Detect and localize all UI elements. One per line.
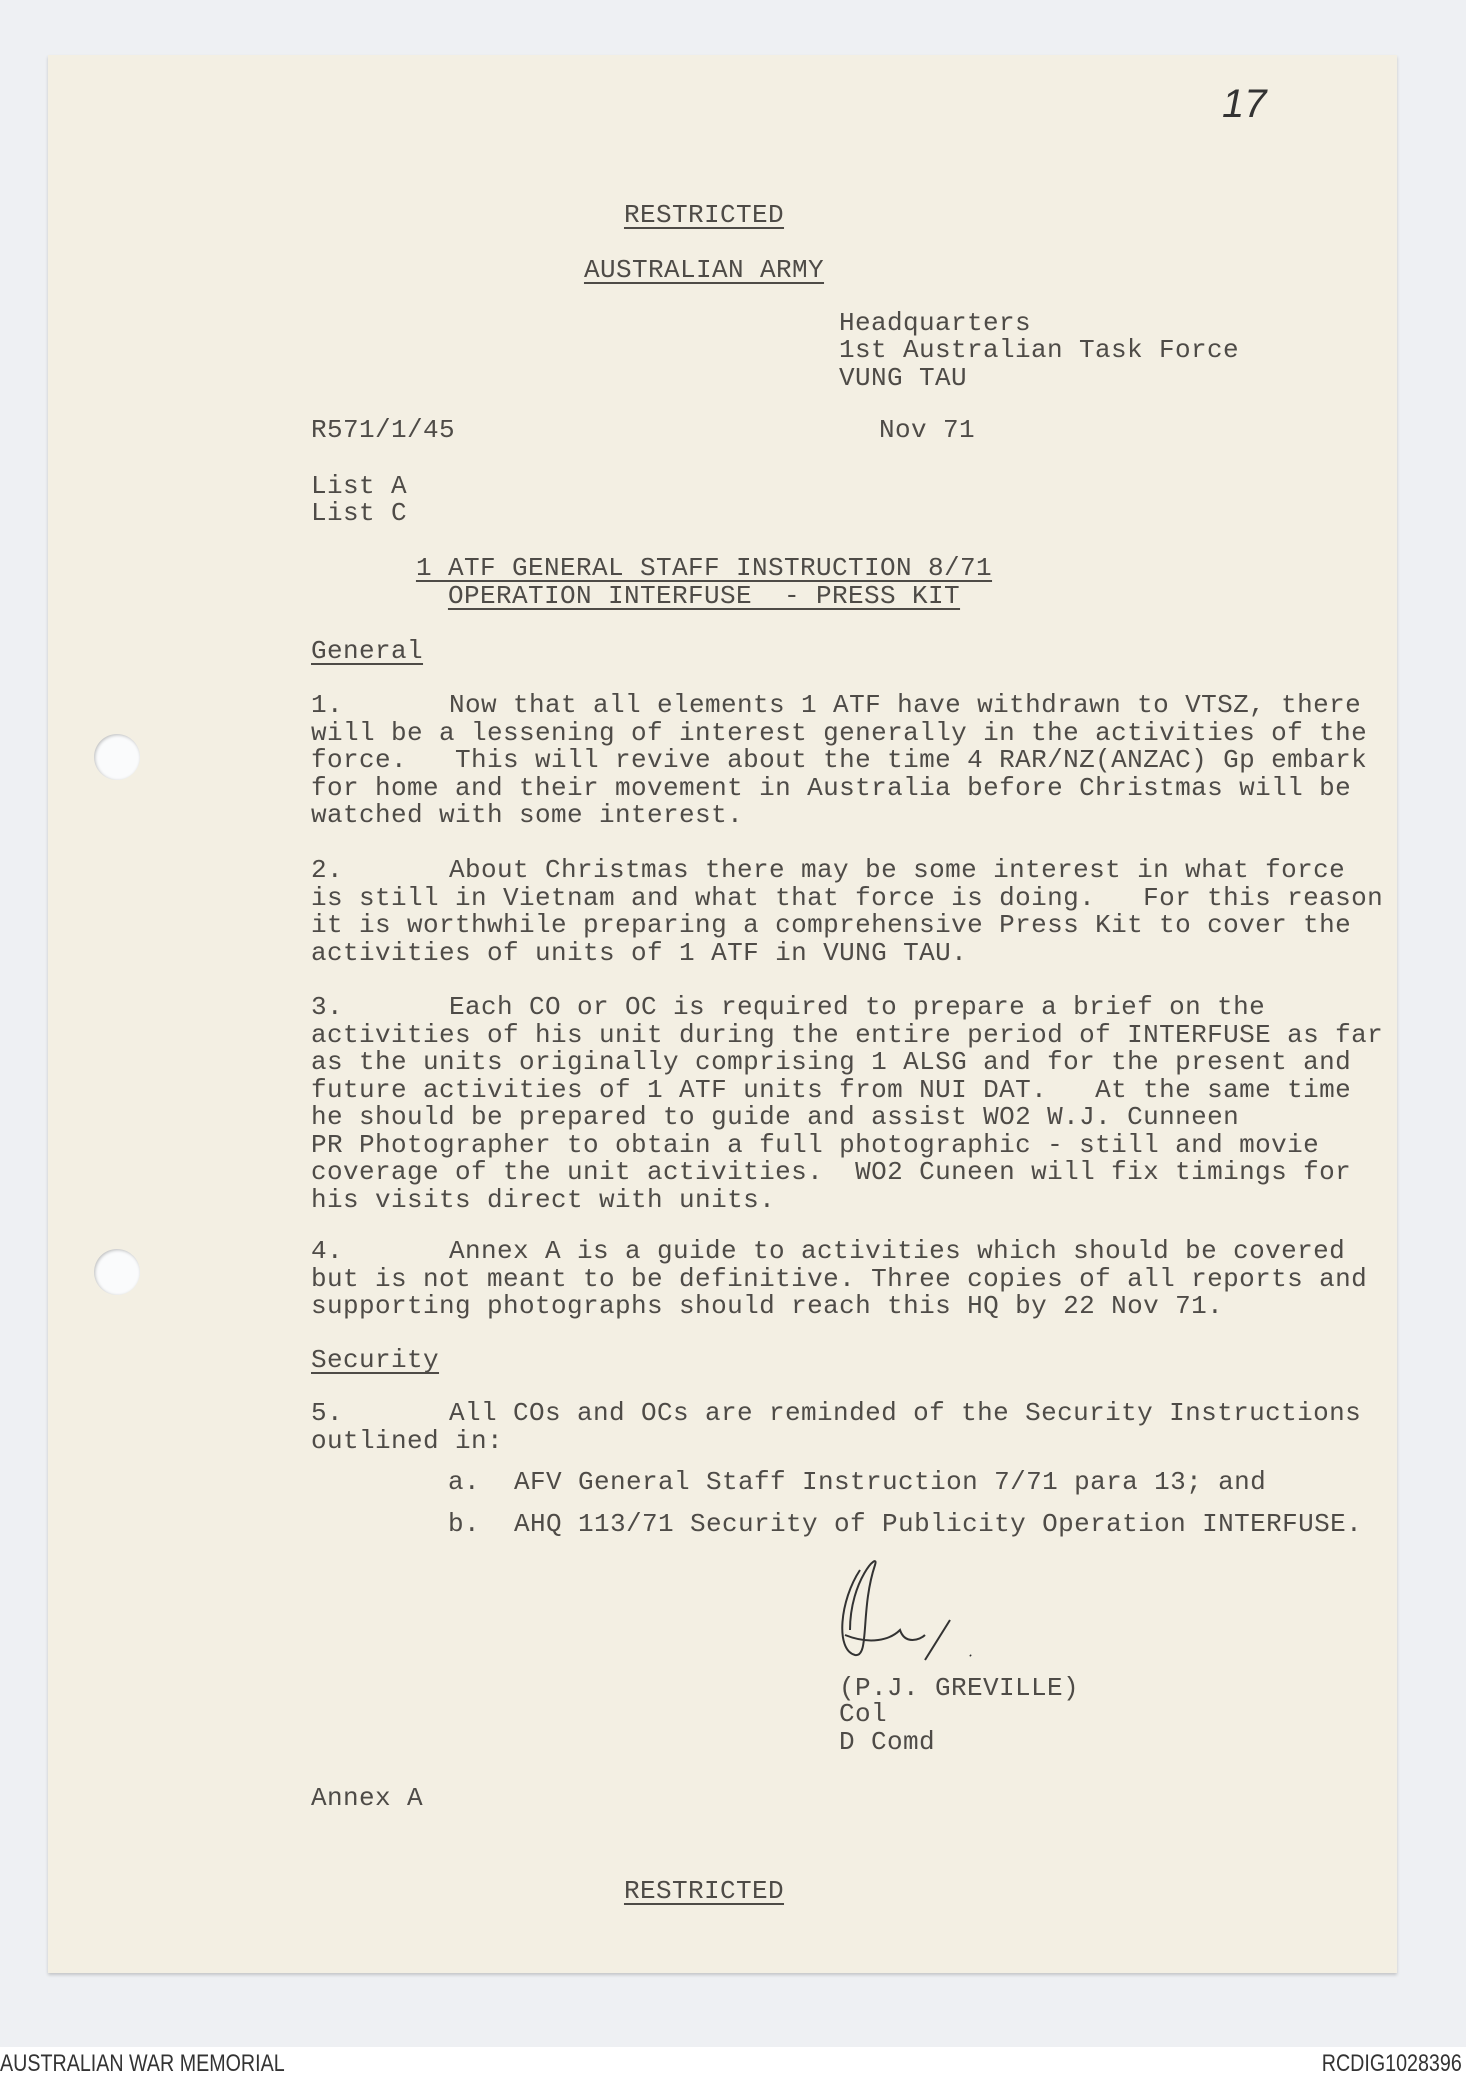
paragraph-line: Annex A is a guide to activities which should be covered (449, 1236, 1346, 1266)
subitem-letter: b. (448, 1509, 481, 1539)
paragraph-line: About Christmas there may be some interest in what force (449, 855, 1346, 885)
paragraph-line: it is worthwhile preparing a comprehensive Press Kit to cover the (311, 910, 1352, 940)
paragraph-line: as the units originally comprising 1 ALSG and for the present and (311, 1047, 1352, 1077)
document-title: 1 ATF GENERAL STAFF INSTRUCTION 8/71 (415, 553, 993, 583)
paragraph-number: 4. (311, 1236, 344, 1266)
paragraph-number: 5. (311, 1398, 344, 1428)
handwritten-page-number: 17 (1222, 82, 1267, 126)
paragraph-line: for home and their movement in Australia before Christmas will be (311, 772, 1352, 803)
address-line: 1st Australian Task Force (839, 335, 1240, 365)
subitem-text: AHQ 113/71 Security of Publicity Operation INTERFUSE. (514, 1509, 1363, 1539)
footer-record-id: RCDIG1028396 (1321, 2050, 1462, 2077)
paragraph-line: PR Photographer to obtain a full photographic - still and movie (311, 1129, 1320, 1160)
paragraph-line: coverage of the unit activities. WO2 Cuneen will fix timings for (311, 1157, 1352, 1187)
paragraph-line: his visits direct with units. (311, 1184, 776, 1215)
organisation: AUSTRALIAN ARMY (583, 255, 825, 285)
paragraph-line: activities of his unit during the entire period of INTERFUSE as far (311, 1019, 1384, 1050)
paragraph-line: future activities of 1 ATF units from NUI DAT. At the same time (311, 1074, 1352, 1105)
paragraph-line: watched with some interest. (311, 800, 744, 830)
date: Nov 71 (879, 415, 976, 445)
paragraph-line: Each CO or OC is required to prepare a brief on the (449, 992, 1266, 1022)
signature (830, 1550, 1030, 1670)
paragraph-line: activities of units of 1 ATF in VUNG TAU. (311, 937, 968, 968)
distribution-line: List C (311, 498, 408, 528)
punch-hole (94, 1249, 140, 1295)
paragraph-number: 1. (311, 690, 344, 720)
distribution-line: List A (311, 471, 408, 501)
signatory-rank: Col (839, 1699, 888, 1729)
paragraph-line: supporting photographs should reach this HQ by 22 Nov 71. (311, 1291, 1224, 1321)
signatory-appointment: D Comd (839, 1727, 936, 1757)
signatory-name: (P.J. GREVILLE) (839, 1673, 1080, 1703)
reference-number: R571/1/45 (311, 415, 456, 445)
section-heading-general: General (311, 636, 424, 666)
paragraph-number: 3. (311, 992, 344, 1022)
address-line: Headquarters (839, 308, 1032, 338)
paragraph-line: he should be prepared to guide and assist WO2 W.J. Cunneen (311, 1102, 1240, 1132)
footer-institution: AUSTRALIAN WAR MEMORIAL (0, 2050, 285, 2077)
subitem-letter: a. (448, 1467, 481, 1497)
address-line: VUNG TAU (839, 363, 968, 393)
paragraph-line: All COs and OCs are reminded of the Security Instructions (449, 1398, 1362, 1428)
paragraph-line: Now that all elements 1 ATF have withdrawn to VTSZ, there (449, 690, 1362, 720)
paragraph-line: outlined in: (311, 1425, 504, 1456)
classification-bottom: RESTRICTED (623, 1876, 785, 1906)
classification-top: RESTRICTED (623, 200, 785, 230)
paragraph-line: force. This will revive about the time 4 RAR/NZ(ANZAC) Gp embark (311, 745, 1368, 775)
document-subtitle: OPERATION INTERFUSE - PRESS KIT (447, 581, 961, 611)
paragraph-line: but is not meant to be definitive. Three copies of all reports and (311, 1263, 1368, 1294)
paragraph-number: 2. (311, 855, 344, 885)
section-heading-security: Security (311, 1345, 440, 1375)
punch-hole (94, 734, 140, 780)
subitem-text: AFV General Staff Instruction 7/71 para 13; and (514, 1467, 1267, 1497)
paragraph-line: is still in Vietnam and what that force is doing. For this reason (311, 882, 1384, 913)
paragraph-line: will be a lessening of interest generally in the activities of the (311, 717, 1368, 748)
enclosure: Annex A (311, 1783, 424, 1813)
